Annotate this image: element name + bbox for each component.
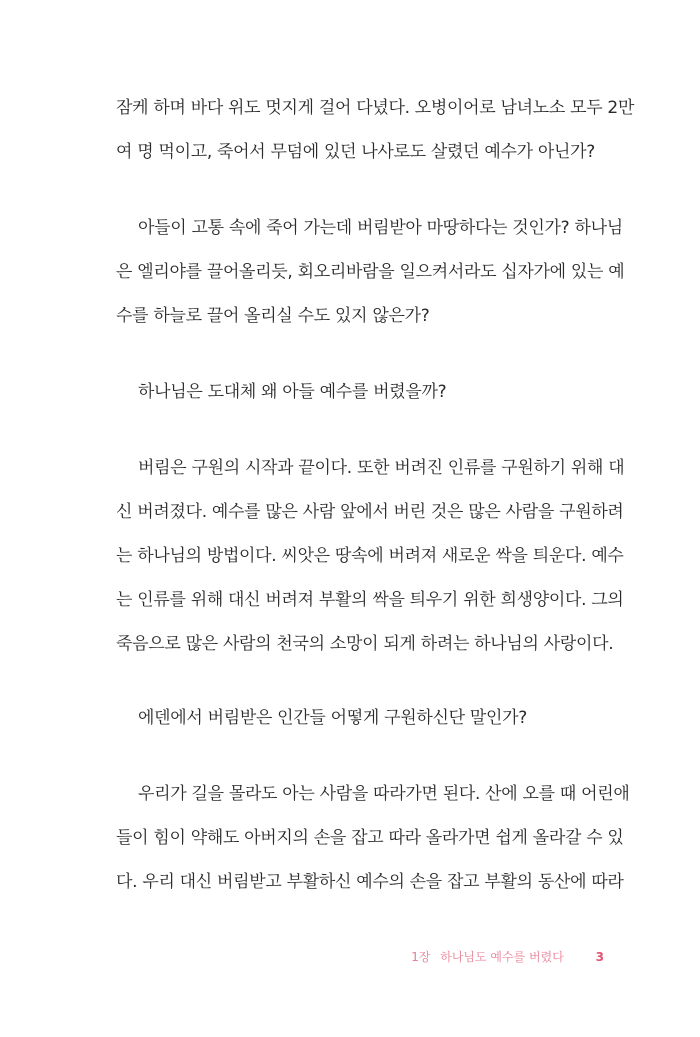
text-line: 에덴에서 버림받은 인간들 어떻게 구원하신단 말인가? xyxy=(138,708,527,728)
text-line: 다. 우리 대신 버림받고 부활하신 예수의 손을 잡고 부활의 동산에 따라 xyxy=(116,872,624,892)
text-line: 죽음으로 많은 사람의 천국의 소망이 되게 하려는 하나님의 사랑이다. xyxy=(116,634,614,654)
paragraph-5 xyxy=(116,696,606,740)
text-line: 아들이 고통 속에 죽어 가는데 버림받아 마땅하다는 것인가? 하나님 xyxy=(138,218,623,238)
paragraph-2 xyxy=(116,206,625,338)
paragraph-4 xyxy=(116,446,625,666)
text-line: 는 하나님의 방법이다. 씨앗은 땅속에 버려져 새로운 싹을 틔운다. 예수 xyxy=(116,546,624,566)
text-line: 는 인류를 위해 대신 버려져 부활의 싹을 틔우기 위한 희생양이다. 그의 xyxy=(116,590,624,610)
text-line: 하나님은 도대체 왜 아들 예수를 버렸을까? xyxy=(138,382,447,402)
text-line: 수를 하늘로 끌어 올리실 수도 있지 않은가? xyxy=(116,306,430,326)
text-line: 들이 힘이 약해도 아버지의 손을 잡고 따라 올라가면 쉽게 올라갈 수 있 xyxy=(116,828,624,848)
text-line: 은 엘리야를 끌어올리듯, 회오리바람을 일으켜서라도 십자가에 있는 예 xyxy=(116,262,625,282)
page-number: 3 xyxy=(595,950,604,964)
paragraph-1 xyxy=(116,86,635,174)
paragraph-3 xyxy=(116,370,606,414)
chapter-title: 하나님도 예수를 버렸다 xyxy=(440,950,564,964)
page-footer xyxy=(411,948,604,965)
text-line: 신 버려졌다. 예수를 많은 사람 앞에서 버린 것은 많은 사람을 구원하려 xyxy=(116,502,624,522)
text-line: 여 명 먹이고, 죽어서 무덤에 있던 나사로도 살렸던 예수가 아닌가? xyxy=(116,142,595,162)
paragraph-6 xyxy=(116,772,630,904)
text-line: 우리가 길을 몰라도 아는 사람을 따라가면 된다. 산에 오를 때 어린애 xyxy=(138,784,630,804)
text-line: 잠케 하며 바다 위도 멋지게 걸어 다녔다. 오병이어로 남녀노소 모두 2만 xyxy=(116,98,635,118)
chapter-label: 1장 xyxy=(411,950,431,964)
text-line: 버림은 구원의 시작과 끝이다. 또한 버려진 인류를 구원하기 위해 대 xyxy=(138,458,625,478)
